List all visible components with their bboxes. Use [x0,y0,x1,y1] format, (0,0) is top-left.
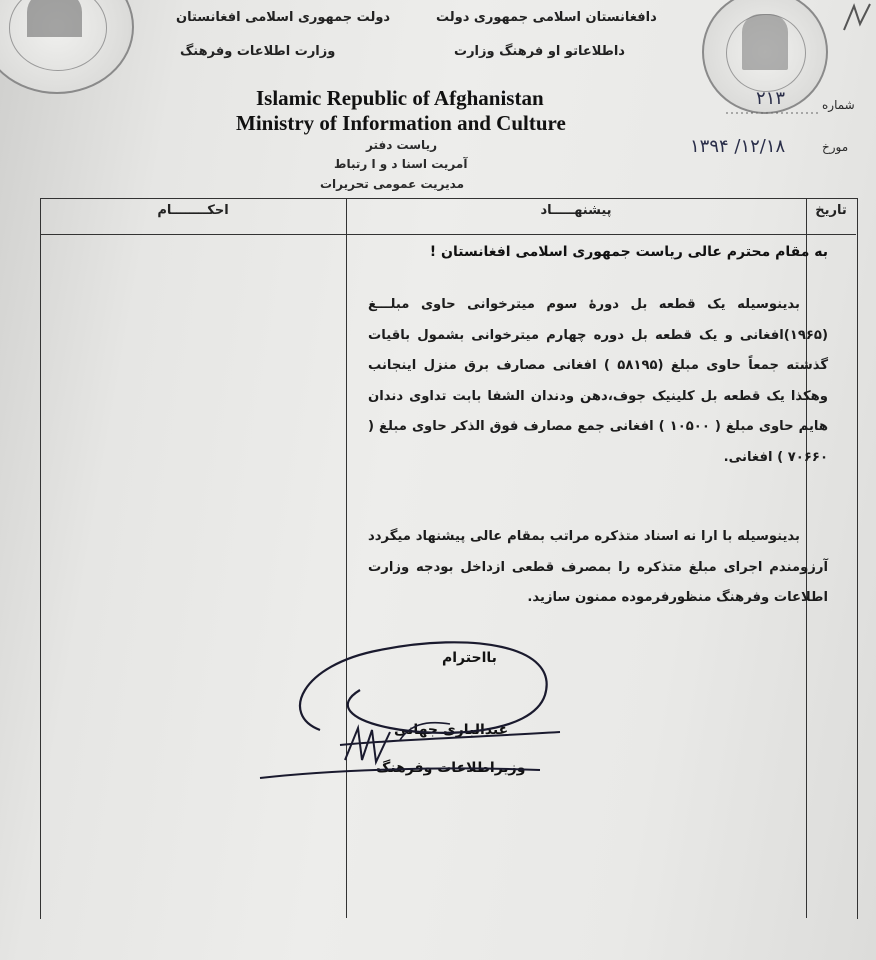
english-title-line1: Islamic Republic of Afghanistan [256,86,544,110]
letterhead-left-line1: دولت جمهوری اسلامی افغانستان [176,10,391,25]
dept-line1: ریاست دفتر [366,138,437,152]
salutation: به مقام محترم عالی ریاست جمهوری اسلامی افغانستان ! [429,244,828,260]
letterhead-right-line2: داطلاعاتو او فرهنگ وزارت [454,44,625,59]
table-header-rule [40,234,856,235]
column-header-date: تاریخ [815,203,847,218]
number-underline [726,110,820,116]
letterhead-left-line2: وزارت اطلاعات وفرهنگ [180,44,336,59]
letterhead-right-line1: دافغانستان اسلامی جمهوری دولت [436,10,657,25]
column-header-orders: احکــــــــام [157,203,229,218]
body-paragraph-2: بدینوسیله با ارا نه اسناد متذکره مراتب بمقام عالی پیشنهاد میگردد آرزومندم اجرای مبلغ متذکره را بمصرف قطعی ازداخل بودجه وزارت اطلاعات وفرهنگ منظورفرموده ممنون سازید. [368,529,828,605]
closing-regards: بااحترام [442,650,497,666]
column-header-proposal: پیشنهـــــاد [540,203,612,218]
number-label: شماره [822,98,855,112]
english-title-line2: Ministry of Information and Culture [236,111,566,135]
dept-line3: مدیریت عمومی تحریرات [320,177,464,191]
body-paragraph-1: بدینوسیله یک قطعه بل دورهٔ سوم میترخوانی حاوی مبلـــغ (۱۹۶۵)افغانی و یک قطعه بل دوره چهارم میترخوانی بشمول باقیات گذشته جمعاً حاوی مبلغ (۵۸۱۹۵ ) افغانی مصارف برق منزل اینجانب وهکذا یک قطعه بل کلینیک جوف،دهن ودندان الشفا بابت تداوی دندان هایم حاوی مبلغ ( ۱۰۵۰۰ ) افغانی جمع مصارف فوق الذکر حاوی مبلغ ( ۷۰۶۶۰ ) افغانی. [368,297,828,465]
number-value: ۲۱۳ [756,88,786,109]
date-value: ۱۳۹۴ /۱۲/۱۸ [690,136,786,157]
handwritten-signature [240,620,570,800]
corner-scribble [840,0,876,40]
dept-line2: آمریت اسنا د و ا رتباط [334,157,468,171]
date-label: مورخ [822,140,849,154]
column-divider-main [346,198,347,918]
signer-title: وزیراطلاعات وفرهنگ [376,760,526,776]
signer-name: عبدالباری جهانی [394,722,509,738]
